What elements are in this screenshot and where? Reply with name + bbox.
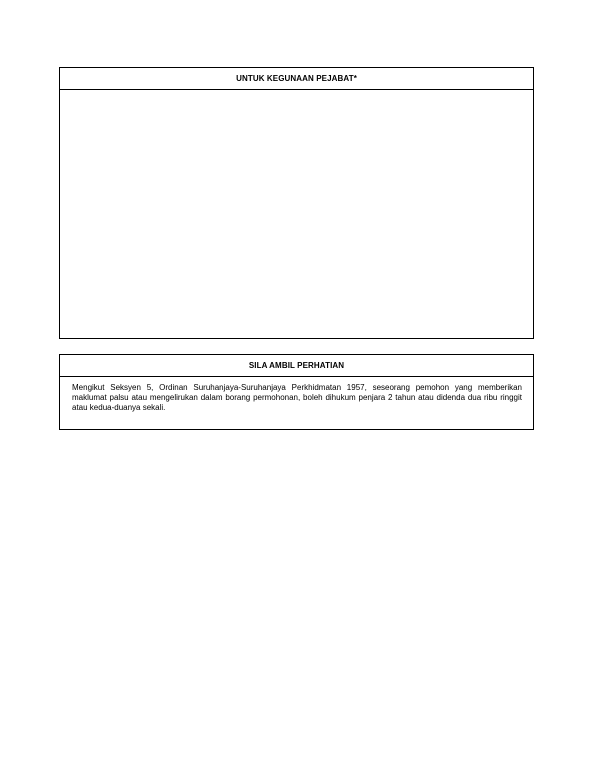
office-use-blank-area — [60, 90, 533, 339]
notice-box — [59, 354, 534, 430]
office-use-title: UNTUK KEGUNAAN PEJABAT* — [236, 74, 357, 83]
office-use-header — [60, 68, 533, 90]
notice-title: SILA AMBIL PERHATIAN — [248, 361, 345, 370]
office-use-box — [59, 67, 534, 339]
notice-text: Mengikut Seksyen 5, Ordinan Suruhanjaya-Suruhanjaya Perkhidmatan 1957, seseorang pemohon yang memberikan maklumat palsu atau mengelirukan dalam borang permohonan, boleh dihukum penjara 2 tahun atau didenda dua ribu ringgit atau kedua-duanya sekali. — [72, 383, 522, 412]
notice-header — [60, 355, 533, 377]
